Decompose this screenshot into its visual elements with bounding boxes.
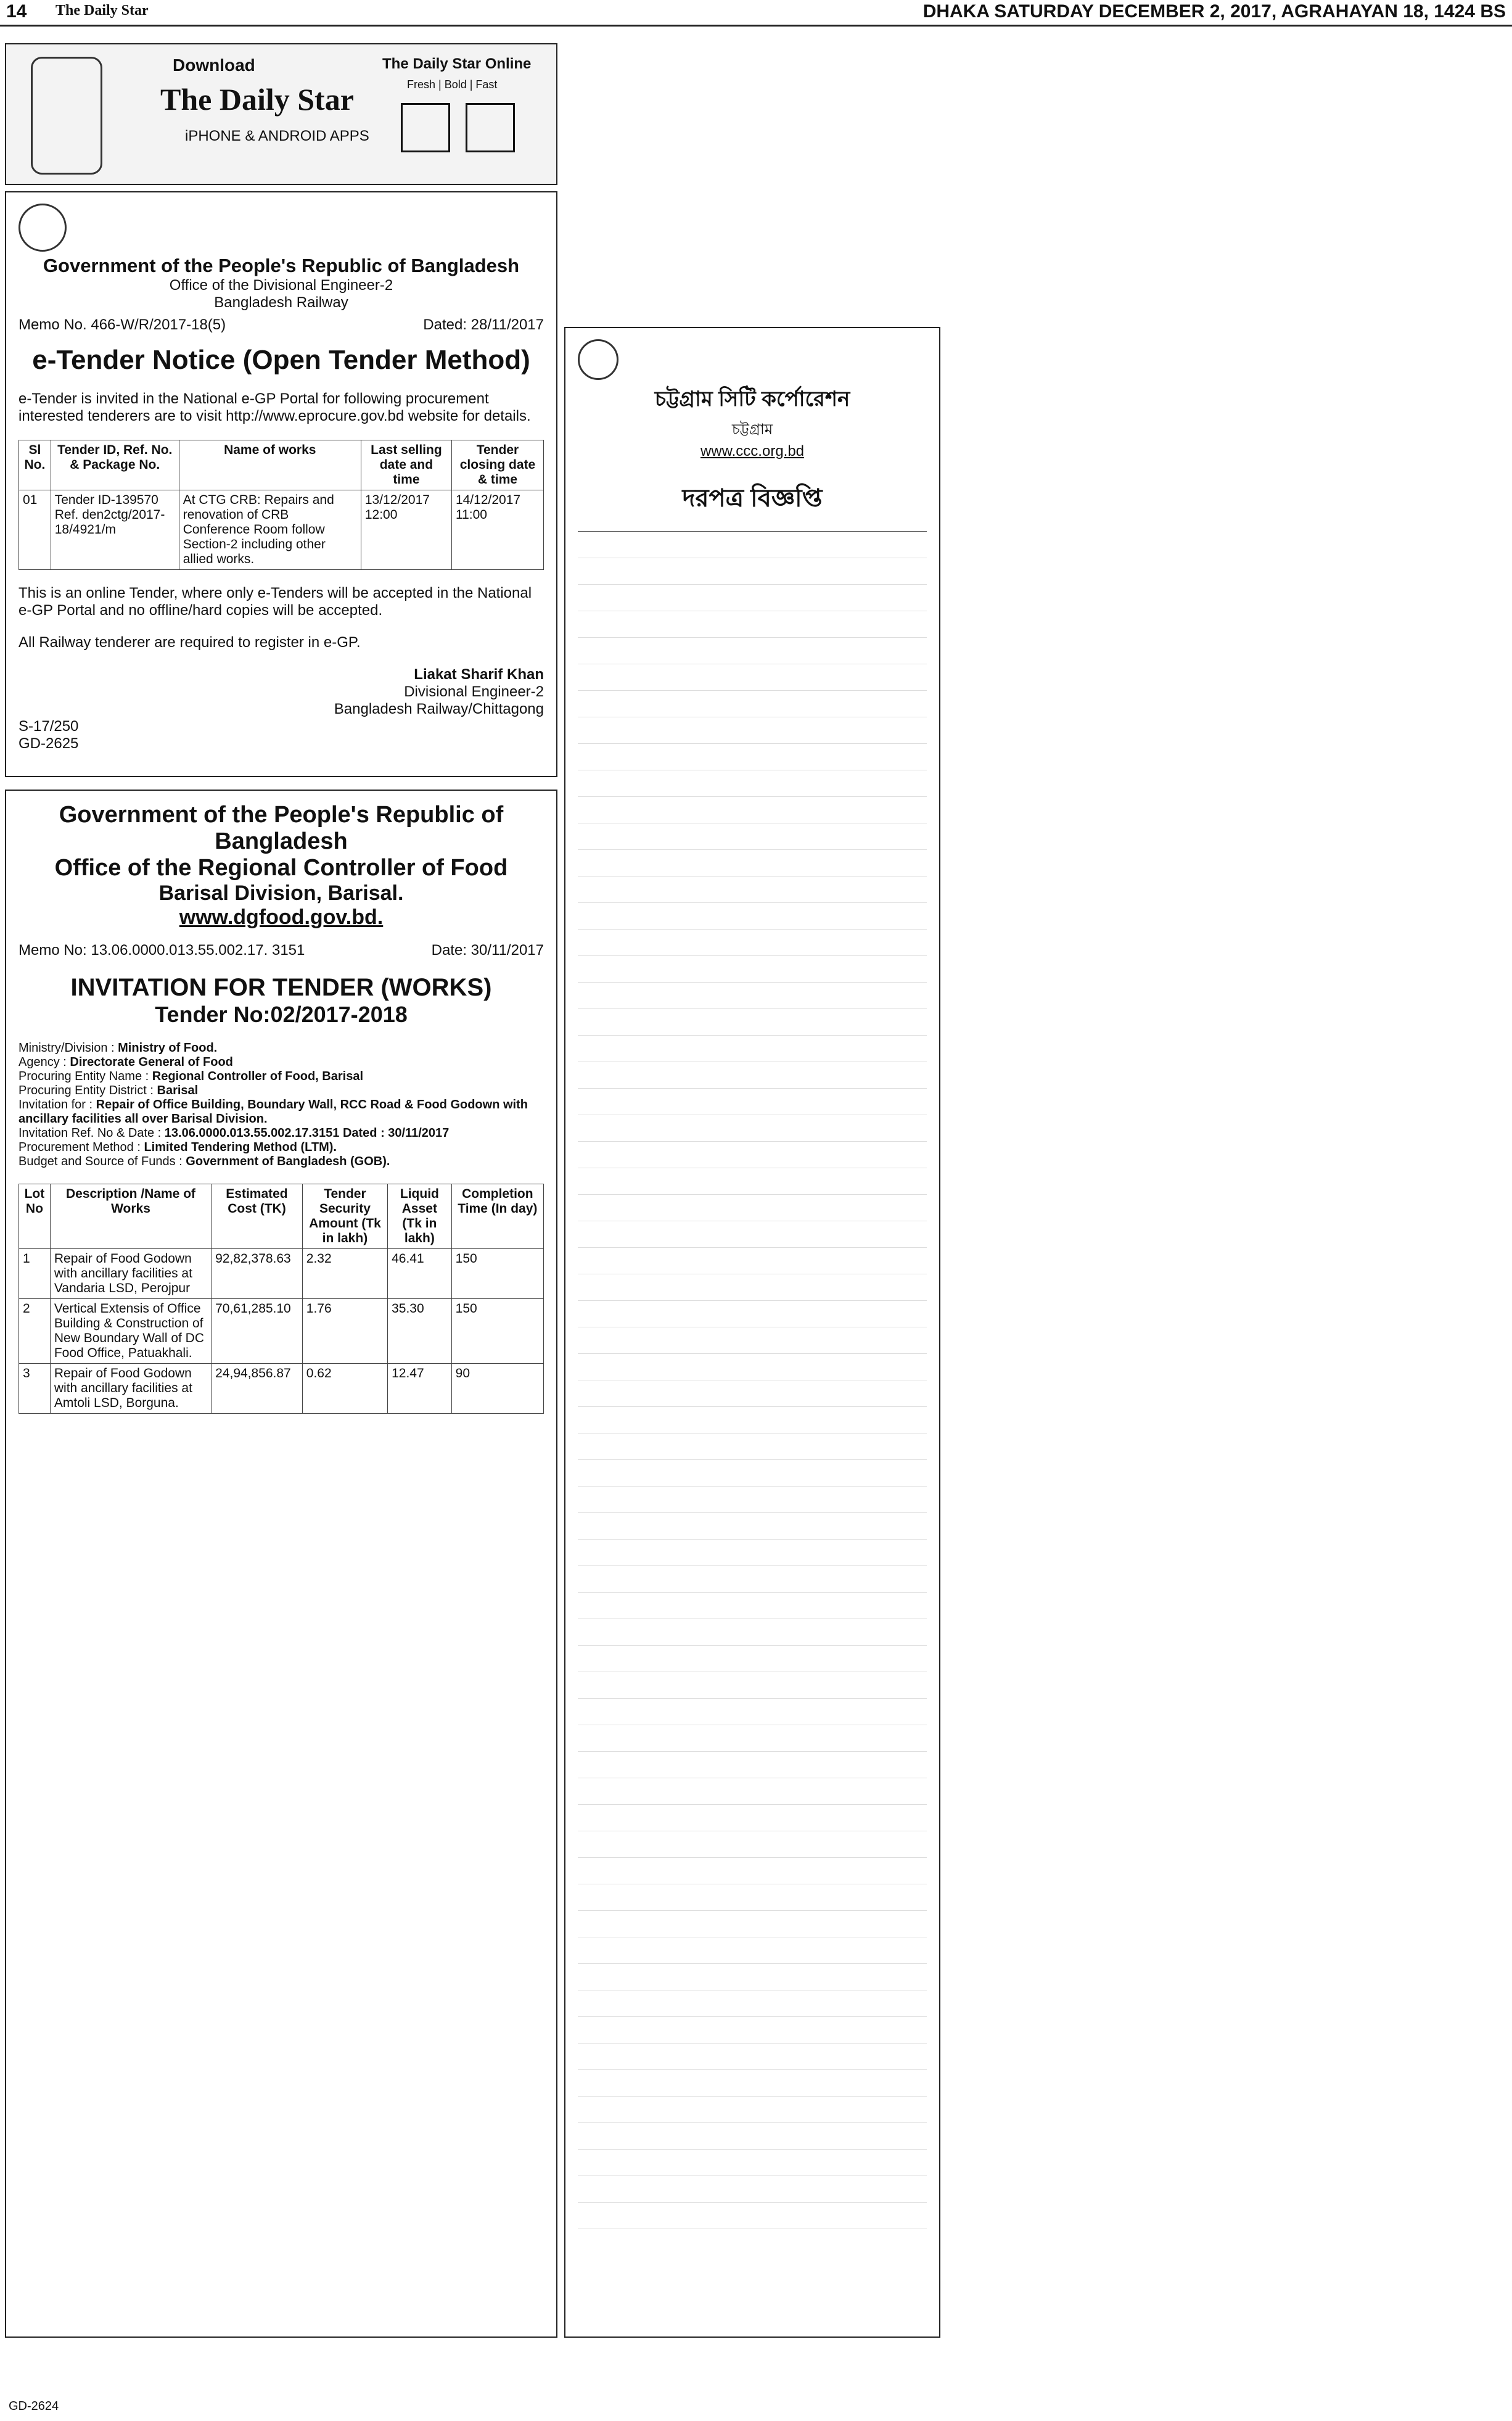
lots-table: Lot No Description /Name of Works Estimated Cost (TK) Tender Security Amount (Tk in lakh) Liquid Asset (Tk in lakh) Completion Time (In day) 1 Repair of Food Godown with ancillary facilities at Vandaria LSD, Perojpur 92,82,378.63 2.32 46.41 150 2 Vertical Extensis of Office Building & Construction of New Boundary Wall of DC Food Office, Patuakhali. 70,61,285.10 1.76 35.30 150 3 Repair of Food Godown with ancillary facilities at Amtoli LSD, Borguna. 24,94,856.87 0.62 12.47 90 bbox=[18, 1184, 544, 1414]
memo: Memo No. 466-W/R/2017-18(5) bbox=[18, 316, 226, 333]
sign-name: Liakat Sharif Khan bbox=[414, 666, 544, 683]
tender-no: Tender No:02/2017-2018 bbox=[155, 1002, 408, 1027]
daily-star-ad bbox=[5, 43, 557, 185]
bangladesh-seal-icon bbox=[18, 204, 67, 252]
field-row: Procurement Method : Limited Tendering Method (LTM). bbox=[18, 1140, 337, 1154]
office: Office of the Regional Controller of Food bbox=[54, 855, 508, 881]
field-row: Invitation Ref. No & Date : 13.06.0000.013.55.002.17.3151 Dated : 30/11/2017 bbox=[18, 1126, 450, 1140]
qr-code-icon bbox=[466, 103, 515, 152]
ctg-city: চট্টগ্রাম bbox=[731, 421, 773, 438]
ctg-web: www.ccc.org.bd bbox=[700, 443, 805, 460]
ccc-logo-icon bbox=[578, 339, 618, 380]
field-row: Procuring Entity Name : Regional Controller of Food, Barisal bbox=[18, 1070, 363, 1083]
memo: Memo No: 13.06.0000.013.55.002.17. 3151 bbox=[18, 942, 305, 959]
division: Barisal Division, Barisal. bbox=[158, 881, 404, 905]
field-row: Budget and Source of Funds : Government of Bangladesh (GOB). bbox=[18, 1155, 390, 1168]
col-id: Tender ID, Ref. No. & Package No. bbox=[51, 440, 179, 490]
notice-title: INVITATION FOR TENDER (WORKS) bbox=[70, 974, 492, 1001]
qr-code-icon bbox=[401, 103, 450, 152]
gov-title: Government of the People's Republic of Bangladesh bbox=[59, 802, 504, 854]
note1: This is an online Tender, where only e-Tenders will be accepted in the National e-GP Portal and no offline/hard copies will be accepted. bbox=[18, 585, 532, 619]
field-row: Invitation for : Repair of Office Building, Boundary Wall, RCC Road & Food Godown with ancillary facilities all over Barisal Division. bbox=[18, 1098, 528, 1126]
table-row: 01 Tender ID-139570 Ref. den2ctg/2017-18/4921/m At CTG CRB: Repairs and renovation of CRB Conference Room follow Section-2 including other allied works. 13/12/2017 12:00 14/12/2017 11:00 bbox=[19, 490, 544, 570]
table-row: 1 Repair of Food Godown with ancillary facilities at Vandaria LSD, Perojpur 92,82,378.63 2.32 46.41 150 bbox=[19, 1249, 544, 1299]
intro: e-Tender is invited in the National e-GP Portal for following procurement interested tenderers are to visit http://www.eprocure.gov.bd website for details. bbox=[18, 390, 531, 424]
page-number: 14 bbox=[6, 1, 27, 22]
col-closing: Tender closing date & time bbox=[451, 440, 543, 490]
railway-notice bbox=[5, 191, 557, 777]
table-row: 2 Vertical Extensis of Office Building & Construction of New Boundary Wall of DC Food Office, Patuakhali. 70,61,285.10 1.76 35.30 150 bbox=[19, 1299, 544, 1364]
table-row: 3 Repair of Food Godown with ancillary facilities at Amtoli LSD, Borguna. 24,94,856.87 0.62 12.47 90 bbox=[19, 1364, 544, 1414]
website: www.dgfood.gov.bd. bbox=[179, 905, 384, 929]
field-row: Ministry/Division : Ministry of Food. bbox=[18, 1041, 218, 1055]
brand: The Daily Star bbox=[55, 2, 149, 19]
sign-title: Divisional Engineer-2 bbox=[404, 683, 544, 700]
office: Office of the Divisional Engineer-2 bbox=[169, 277, 393, 294]
ad-platforms: iPHONE & ANDROID APPS bbox=[185, 128, 369, 144]
col-selling: Last selling date and time bbox=[361, 440, 451, 490]
phone-icon bbox=[31, 57, 102, 175]
ref1: S-17/250 bbox=[18, 718, 79, 735]
note2: All Railway tenderer are required to register in e-GP. bbox=[18, 634, 361, 651]
notice-title: e-Tender Notice (Open Tender Method) bbox=[32, 345, 530, 375]
page-header bbox=[0, 0, 1512, 27]
ad-brand: The Daily Star bbox=[160, 82, 354, 117]
dateline: DHAKA SATURDAY DECEMBER 2, 2017, AGRAHAYAN 18, 1424 BS bbox=[922, 1, 1506, 22]
field-row: Procuring Entity District : Barisal bbox=[18, 1084, 199, 1097]
department: Bangladesh Railway bbox=[214, 294, 348, 311]
ctg-notice: দরপত্র বিজ্ঞপ্তি bbox=[682, 485, 823, 512]
fields bbox=[18, 1041, 544, 1169]
date: Date: 30/11/2017 bbox=[431, 942, 544, 959]
ad-tagline: Fresh | Bold | Fast bbox=[407, 78, 498, 91]
ref2: GD-2625 bbox=[18, 735, 79, 752]
ctg-rule-table bbox=[578, 531, 927, 2246]
col-sl: Sl No. bbox=[19, 440, 51, 490]
col-work: Name of works bbox=[179, 440, 361, 490]
ad-online: The Daily Star Online bbox=[382, 56, 532, 72]
ctg-tender bbox=[564, 327, 940, 2338]
field-row: Agency : Directorate General of Food bbox=[18, 1055, 233, 1069]
gov-title: Government of the People's Republic of Bangladesh bbox=[43, 255, 520, 276]
ad-download: Download bbox=[173, 56, 255, 75]
footer-left: GD-2624 bbox=[9, 2399, 59, 2413]
food-tender bbox=[5, 790, 557, 2338]
dated: Dated: 28/11/2017 bbox=[423, 316, 544, 333]
ctg-title: চট্টগ্রাম সিটি কর্পোরেশন bbox=[654, 387, 850, 411]
sign-org: Bangladesh Railway/Chittagong bbox=[334, 701, 544, 717]
tender-table bbox=[18, 440, 544, 570]
